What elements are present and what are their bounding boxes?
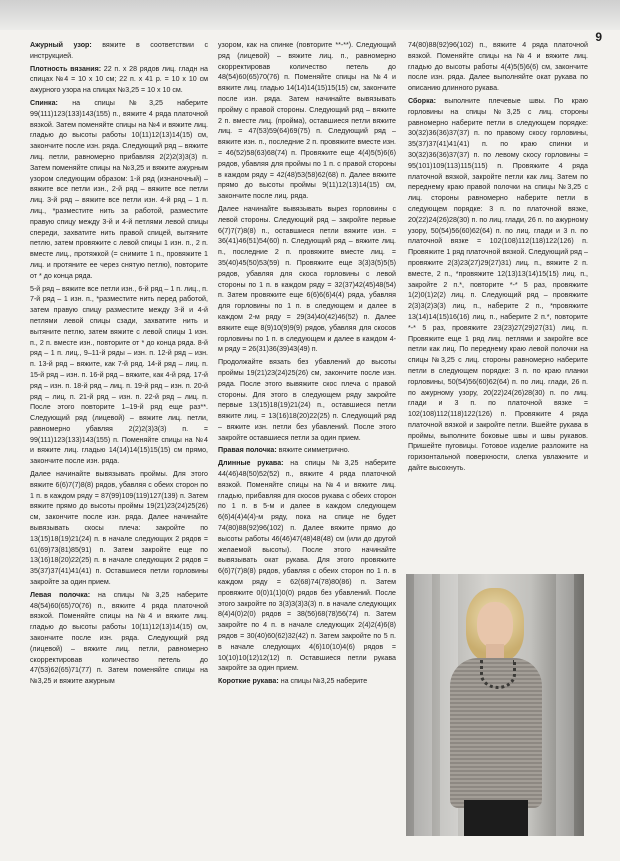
col1-paragraph: [30, 98, 208, 282]
paragraph-text: на спицы №3,25 наберите 48(54)60(65)70(76) п., вяжите 4 ряда платочной вязкой. Поменяйте спицы на №4 и вяжите лиц. гладью до высоты работы 10(11)12(13)14(15) см, закончите после изн. ряда. Следующий ряд (лицевой) – вяжите лиц. петли, равномерно скорректировав количество петель до 47(53)62(65)71(77) п. Затем поменяйте спицы на №3,25 и вяжите ажурным: [30, 590, 208, 686]
scan-shadow: [0, 0, 620, 30]
paragraph-text: выполните плечевые швы. По краю горловины на спицы №3,25 с лиц. стороны равномерно наберите петли в следующем порядке: 30(32)36(36)37(37) п. по правому скосу горловины, 35(37)37(41)41(41) п. по краю спинки и 30(32)36(36)37(37) п. по левому скосу горловины = 95(101)109(113)115(115) п. Провяжите 4 ряда платочной вязкой, закройте петли как лиц. Затем по переднему краю правой полочки на спицы №3,25 с лиц. стороны равномерно наберите петли в следующем порядке: 3 п. по платочной вязке, 20(22)24(26)28(30) п. по лиц. глади, 26 п. по ажурному узору, 50(54)56(60)62(64) п. по лиц. глади и 3 п. по платочной вязке = 102(108)112(118)122(126) п. Провяжите 1 ряд платочной вязкой. Следующий ряд – провяжите 2(3)23(27)29(27)31) лиц. п., вяжите 2 п. вместе, 2 п., *провяжите 12(13)13(14)15(15) лиц. п., закройте 2 п.*, повторите *-* 5 раз, провяжите 1(2)0(1)2(2) лиц. п. Следующий ряд – провяжите 2(3)3(2)3(3) лиц. п., наберите 2 п., *провяжите 13(14)14(15)16(16) лиц. п., наберите 2 п.*, повторите *-* 5 раз, провяжите 23(23)27(29)27(31) лиц. п. Провяжите еще 1 ряд лиц. петлями и закройте все петли как лиц. По переднему краю левой полочки на спицы №3,25 с лиц. стороны равномерно наберите петли в следующем порядке: 3 п. по краю планки горловины, 50(54)56(60)62(64) п. по лиц. глади, 26 п. по ажурному узору, 20(22)24(26)28(30) п. по лиц. глади и 3 п. по платочной вязке = 102(108)112(118)122(126) п. Провяжите 4 ряда платочной вязкой и закройте петли. Вшейте рукава в проймы, выполните боковые швы и швы рукавов. Пришейте пуговицы. Готовое изделие разложите на горизонтальной поверхности, слегка увлажните и дайте высохнуть.: [408, 96, 588, 473]
col3-paragraph: [408, 40, 588, 94]
section-heading: Спинка:: [30, 98, 58, 107]
col1-paragraph: [30, 64, 208, 96]
section-heading: Сборка:: [408, 96, 436, 105]
model-photo: [406, 574, 584, 836]
paragraph-text: Далее начинайте вывязывать вырез горловины с левой стороны. Следующий ряд – закройте первые 6(7)7(7)8(8) п., оставшиеся петли вяжите изн. = 36(41)46(51)54(60) п. Следующий ряд – вяжите лиц. п., последние 2 п. провяжите вместе лиц. = 35(40)45(50)53(59) п. Провяжите еще 3(3)3(5)5(5) рядов, убавляя для скоса горловины с левой стороны по 1 п. в каждом ряду = 32(37)42(45)48(54) п. Затем провяжите еще 6(6)6(6)4(4) ряда, убавляя для горловины по 1 п. в следующем и далее в каждом 2-м ряду = 29(34)40(42)46(52) п. Далее вяжите еще 8(9)10(9)9(9) рядов, убавляя для скосов горловины по 1 п. в следующем и далее в каждом 4-м ряду = 26(31)36(39)43(49) п.: [218, 204, 396, 354]
paragraph-text: на спицы №3,25 наберите: [280, 677, 368, 686]
col2-paragraph: [218, 458, 396, 674]
col2-paragraph: [218, 40, 396, 202]
col2-paragraph: [218, 204, 396, 355]
col2-paragraph: [218, 676, 396, 687]
col1-paragraph: [30, 469, 208, 588]
face: [477, 602, 513, 648]
paragraph-text: 5-й ряд – вяжите все петли изн., 6-й ряд – 1 п. лиц., п. 7-й ряд – 1 изн. п., *разместите нить перед работой, затем правую спицу разместите между 3-й и 4-й петлями левой спицы сзади, захватите нить и вытяните петлю, затем вяжите с левой спицы 1 изн. п., 2 п. вместе изн., повторите от * до конца ряда. 8-й ряд – 1 п. лиц., 9–11-й ряды – изн. п. 12-й ряд – изн. п. 13-й ряд – вяжите, как 7-й ряд. 14-й ряд – лиц. п. 15-й ряд – изн. п. 16-й ряд – вяжите, как 4-й ряд. 17-й ряд – изн. п. 18-й ряд – лиц. п. 19-й ряд – изн. п. 20-й ряд – лиц. п. 21-й ряд – изн. п. 22-й ряд – лиц. п. После этого повторите 1–19-й ряд еще раз**. Следующий ряд (лицевой) – вяжите лиц. петли, равномерно убавляя 2(2)2(3)3(3) п. = 99(111)123(133)143(155) п. Поменяйте спицы на №4 и вяжите лиц. гладью 14(14)14(15)15(15) см прямо, закончите после изн. ряда.: [30, 284, 208, 466]
section-heading: Плотность вязания:: [30, 64, 102, 73]
paragraph-text: на спицы №3,25 наберите 44(46)48(50)52(52) п., вяжите 4 ряда платочной вязкой. Поменяйте спицы на №4 и вяжите лиц. гладью, прибавляя для скосов рукава с обеих сторон по 1 п. в 5-м и далее в каждом следующем 6(6)4(4)4(4)-м ряду, пока на спице не будет 74(80)88(92)96(102) п. Далее вяжите прямо до высоты работы 46(46)47(48)48(48) см (или до другой желаемой высоты). После этого начинайте вывязывать окат рукава. Для этого провяжите 6(6)7(7)8(8) рядов, убавляя с обеих сторон по 1 п. в каждом ряду = 62(68)74(78)80(86) п. Затем провяжите 0(0)1(1)0(0) рядов без убавлений. После этого закройте по 3(3)3(3)3(3) п. в начале следующих 8(4)4(0)2(0) рядов = 38(56)68(78)56(74) п. Затем закройте по 4 п. в начале следующих 2(4)2(4)6(8) рядов = 30(40)60(62)32(42) п. Затем закройте по 5 п. в начале следующих 4(6)10(10)4(6) рядов = 10(10)10(12)12(12) п. Оставшиеся петли рукава закройте за один прием.: [218, 459, 396, 673]
pants: [464, 800, 528, 836]
section-heading: Левая полочка:: [30, 590, 91, 599]
text-column-2: [218, 40, 396, 850]
paragraph-text: Далее начинайте вывязывать проймы. Для этого вяжите 6(6)7(7)8(8) рядов, убавляя с обеих сторон по 1 п. в каждом ряду = 87(99)109(119)127(139) п. Затем вяжите прямо до высоты проймы 19(21)23(24)25(26) см, закончите после изн. ряда. Далее начинайте вывязывать скосы плеча: закройте по 13(15)18(19)21(24) п. в начале следующих 2 рядов = 61(69)73(81)85(91) п. Затем закройте еще по 13(16)18(20)22(25) п. в начале следующих 2 рядов = 35(37)37(41)41(41) п. Оставшиеся петли горловины закройте за один прием.: [30, 470, 208, 587]
paragraph-text: на спицы №3,25 наберите 99(111)123(133)143(155) п., вяжите 4 ряда платочной вязкой. Затем поменяйте спицы на №4 и вяжите лиц. гладью до высоты работы 10(11)12(13)14(15) см, закончите после изн. ряда. Следующий ряд – вяжите лиц. петли, равномерно прибавляя 2(2)2(3)3(3) п. Затем поменяйте спицы на №3,25 и вяжите ажурным узором следующим образом: 1-й ряд (изнаночный) – вяжите все петли изн., 2-й ряд – вяжите все петли лиц. 3-й ряд – вяжите все петли изн. 4-й ряд – 1 п. лиц., *разместите нить за работой, разместите правую спицу между 3-й и 4-й петлями левой спицы спереди, захватите нить правой спицей, вытяните петлю, затем провяжите с левой спицы 1 изн. п., 2 п. вместе лиц., протяжкой (= снимите 1 п., провяжите 1 лиц. и протяните ее через снятую петлю), повторите от * до конца ряда.: [30, 98, 208, 280]
section-heading: Длинные рукава:: [218, 459, 284, 468]
paragraph-text: Продолжайте вязать без убавлений до высоты проймы 19(21)23(24)25(26) см, закончите после изн. ряда. После этого вывяжите скос плеча с правой стороны. Для этого в следующем ряду закройте первые 13(15)18(19)21(24) п., оставшиеся петли вяжите лиц. = 13(16)18(20)22(25) п. Следующий ряд – вяжите изн. петли без убавлений. После этого закройте оставшиеся петли за один прием.: [218, 358, 396, 442]
col2-paragraph: [218, 357, 396, 443]
paragraph-text: вяжите в соответствии с инструкцией.: [30, 41, 208, 60]
col1-paragraph: [30, 284, 208, 468]
section-heading: Ажурный узор:: [30, 41, 92, 49]
necklace: [480, 660, 516, 689]
col3-paragraph: [408, 96, 588, 474]
paragraph-text: 74(80)88(92)96(102) п., вяжите 4 ряда платочной вязкой. Поменяйте спицы на №4 и вяжите лиц. гладью до высоты работы 4(4)5(5)6(6) см, закончите после изн. ряда. Далее выполняйте окат рукава по описанию длинного рукава.: [408, 41, 588, 93]
paragraph-text: узором, как на спинке (повторите **-**). Следующий ряд (лицевой) – вяжите лиц. п., равномерно скорректировав количество петель до 48(54)60(65)70(76) п. Поменяйте спицы на №4 и вяжите лиц. гладью 14(14)14(15)15(15) см, закончите после изн. ряда. Затем начинайте вывязывать пройму с правой стороны. Следующий ряд – вяжите 2 п. вместе лиц. (пройма), оставшиеся петли вяжите лиц. = 47(53)59(64)69(75) п. Следующий ряд – вяжите изн. п., последние 2 п. провяжите вместе изн. = 46(52)58(63)68(74) п. Провяжите еще 4(4)5(5)6(6) рядов, убавляя для проймы по 1 п. с правой стороны в каждом ряду = 42(48)53(58)62(68) п. Далее вяжите прямо до высоты проймы 9(11)12(13)14(15) см, закончите после лиц. ряда.: [218, 41, 396, 201]
col1-paragraph: [30, 40, 208, 62]
section-heading: Короткие рукава:: [218, 677, 279, 686]
section-heading: Правая полочка:: [218, 446, 277, 455]
text-column-1: [30, 40, 208, 850]
text-column-3: [408, 40, 588, 570]
col1-paragraph: [30, 590, 208, 687]
paragraph-text: вяжите симметрично.: [278, 446, 350, 455]
paragraph-text: 22 п. х 28 рядов лиц. гладн на спицах №4 = 10 х 10 см; 22 п. х 41 р. = 10 х 10 см ажурного узора на спицах №3,25 = 10 х 10 см.: [30, 64, 208, 95]
col2-paragraph: [218, 445, 396, 456]
page-number: 9: [595, 30, 602, 44]
